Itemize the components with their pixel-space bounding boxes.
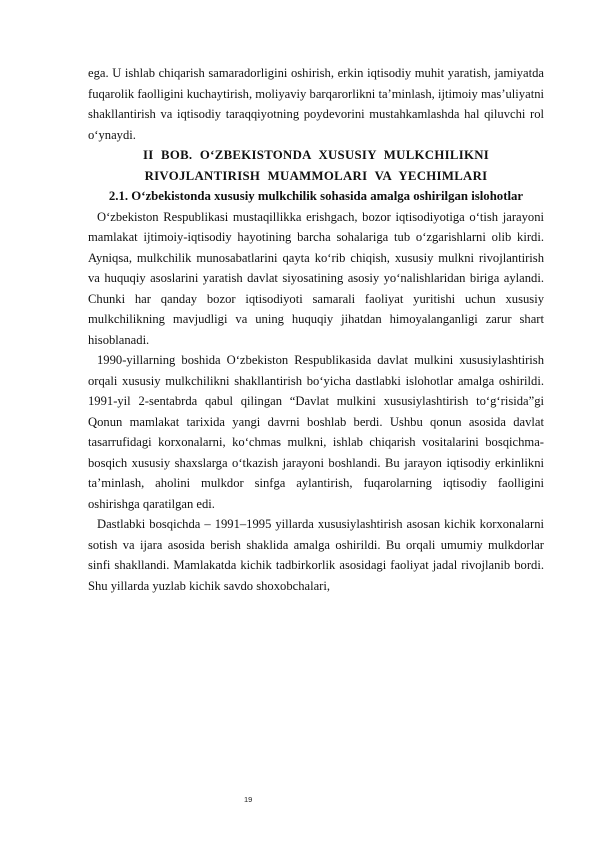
- body-paragraph-2: 1990-yillarning boshida O‘zbekiston Respublikasida davlat mulkini xususiylashtirish orqali xususiy mulkchilikni shakllantirish bo‘yicha dastlabki islohotlar amalga oshirildi. 1991-yil 2-sentabrda qabul qilingan “Davlat mulkini xususiylashtirish to‘g‘risida”gi Qonun mamlakat tarixida yangi davrni boshlab berdi. Ushbu qonun asosida davlat tasarrufidagi korxonalarni, ko‘chmas mulkni, ishlab chiqarish vositalarini bosqichma-bosqich xususiy shaxslarga o‘tkazish jarayoni boshlandi. Bu jarayon iqtisodiy erkinlikni ta’minlash, aholini mulkdor sinfga aylantirish, fuqarolarning iqtisodiy faolligini oshirishga qaratilgan edi.: [88, 353, 544, 511]
- page-number: 19: [244, 795, 253, 804]
- chapter-title-line-1: II BOB. O‘ZBEKISTONDA XUSUSIY MULKCHILIKNI: [142, 148, 490, 162]
- opening-paragraph: ega. U ishlab chiqarish samaradorligini oshirish, erkin iqtisodiy muhit yaratish, jamiyatda fuqarolik faolligini kuchaytirish, moliyaviy barqarorlikni ta’minlash, ijtimoiy mas’uliyatni shakllantirish va iqtisodiy taraqqiyotning poydevorini mustahkamlashda hal qiluvchi rol o‘ynaydi.: [88, 66, 544, 142]
- body-paragraph-3: Dastlabki bosqichda – 1991–1995 yillarda xususiylashtirish asosan kichik korxonalarni sotish va ijara asosida berish shaklida amalga oshirildi. Bu orqali umumiy mulkdorlar sinfi shakllandi. Mamlakatda kichik tadbirkorlik asosidagi faoliyat jadal rivojlanib bordi. Shu yillarda yuzlab kichik savdo shoxobchalari,: [88, 517, 544, 593]
- section-title: 2.1. O‘zbekistonda xususiy mulkchilik sohasida amalga oshirilgan islohotlar: [108, 189, 524, 203]
- page-body: [88, 63, 544, 596]
- chapter-title-line-2: RIVOJLANTIRISH MUAMMOLARI VA YECHIMLARI: [144, 168, 488, 183]
- body-paragraph-1: O‘zbekiston Respublikasi mustaqillikka erishgach, bozor iqtisodiyotiga o‘tish jarayoni mamlakat ijtimoiy-iqtisodiy hayotining barcha sohalariga tub o‘zgarishlarni olib kirdi. Ayniqsa, mulkchilik munosabatlarini qayta ko‘rib chiqish, xususiy mulkni rivojlantirish va huquqiy asoslarini yaratish davlat siyosatining asosiy yo‘nalishlaridan biriga aylandi. Chunki har qanday bozor iqtisodiyoti samarali faoliyat yuritishi uchun xususiy mulkchilikning mavjudligi va uning huquqiy jihatdan himoyalanganligi zarur shart hisoblanadi.: [88, 209, 544, 347]
